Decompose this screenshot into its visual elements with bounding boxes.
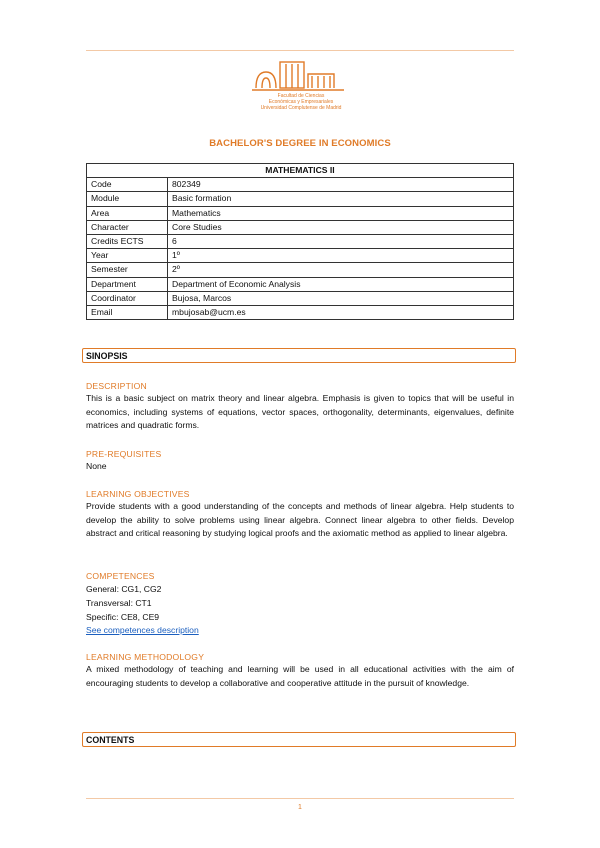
row-label: Character — [87, 220, 168, 234]
row-value: 1º — [168, 249, 514, 263]
row-label: Module — [87, 192, 168, 206]
table-row — [87, 291, 514, 305]
row-value: Basic formation — [168, 192, 514, 206]
methodology-text: A mixed methodology of teaching and learning will be used in all educational activities with the aim of encouraging students to develop a collaborative and cooperative attitude in the pursuit of knowledge. — [86, 664, 514, 688]
competences-specific: Specific: CE8, CE9 — [86, 612, 160, 622]
table-row — [87, 206, 514, 220]
row-value: 6 — [168, 234, 514, 248]
table-row — [87, 234, 514, 248]
competences-description-link[interactable]: See competences description — [86, 625, 199, 635]
table-row — [87, 178, 514, 192]
row-label: Semester — [87, 263, 168, 277]
row-value: 2º — [168, 263, 514, 277]
course-info-table — [86, 163, 514, 320]
row-label: Email — [87, 305, 168, 319]
section-header-sinopsis: SINOPSIS — [82, 348, 516, 363]
footer-rule — [86, 798, 514, 799]
table-row — [87, 249, 514, 263]
table-row — [87, 305, 514, 319]
row-label: Area — [87, 206, 168, 220]
faculty-logo — [250, 58, 346, 110]
row-label: Coordinator — [87, 291, 168, 305]
row-value: Bujosa, Marcos — [168, 291, 514, 305]
prerequisites-heading: PRE-REQUISITES — [86, 449, 162, 459]
competences-heading: COMPETENCES — [86, 571, 155, 581]
prerequisites-text: None — [86, 461, 107, 471]
row-value: Core Studies — [168, 220, 514, 234]
row-label: Credits ECTS — [87, 234, 168, 248]
row-value: Mathematics — [168, 206, 514, 220]
table-row — [87, 263, 514, 277]
competences-general: General: CG1, CG2 — [86, 584, 162, 594]
description-text: This is a basic subject on matrix theory and linear algebra. Emphasis is given to topics that will be useful in economics, including systems of equations, vector spaces, orthogonality, determinants, eigenvalues, definite matrices and quadratic forms. — [86, 393, 514, 431]
objectives-text: Provide students with a good understanding of the concepts and methods of linear algebra. Help students to develop the ability to solve problems using linear algebra. Connect linear algebra to other fields. Develop abstract and critical reasoning by studying logical proofs and the axiomatic method as applied to linear algebra. — [86, 501, 514, 539]
table-row — [87, 220, 514, 234]
course-title: MATHEMATICS II — [87, 164, 514, 178]
row-label: Department — [87, 277, 168, 291]
row-label: Code — [87, 178, 168, 192]
logo-text-2: Económicas y Empresariales — [268, 99, 334, 105]
page-number: 1 — [298, 804, 302, 811]
logo-text-3: Universidad Complutense de Madrid — [260, 105, 342, 111]
row-value: Department of Economic Analysis — [168, 277, 514, 291]
degree-title: BACHELOR'S DEGREE IN ECONOMICS — [209, 138, 391, 149]
description-heading: DESCRIPTION — [86, 381, 147, 391]
row-label: Year — [87, 249, 168, 263]
competences-transversal: Transversal: CT1 — [86, 598, 152, 608]
row-value: mbujosab@ucm.es — [168, 305, 514, 319]
header-rule — [86, 50, 514, 51]
methodology-heading: LEARNING METHODOLOGY — [86, 652, 205, 662]
objectives-heading: LEARNING OBJECTIVES — [86, 489, 190, 499]
table-row — [87, 277, 514, 291]
table-row — [87, 192, 514, 206]
row-value: 802349 — [168, 178, 514, 192]
logo-text-1: Facultad de Ciencias — [277, 93, 325, 99]
section-header-contents: CONTENTS — [82, 732, 516, 747]
building-logo-icon — [250, 58, 346, 92]
